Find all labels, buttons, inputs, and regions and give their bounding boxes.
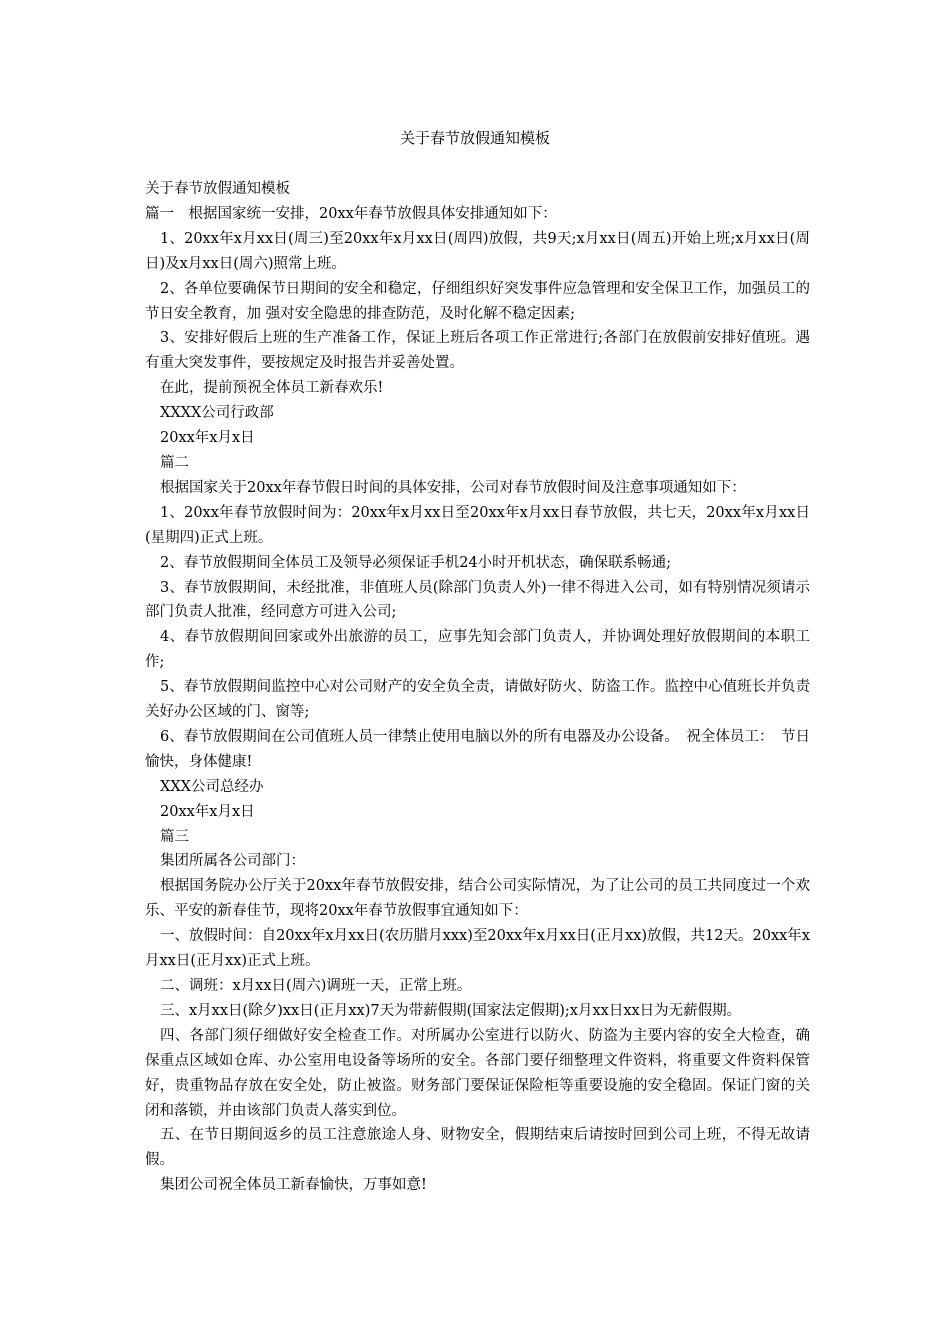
paragraph: 二、调班：x月xx日(周六)调班一天，正常上班。	[160, 978, 472, 994]
paragraph: 5、春节放假期间监控中心对公司财产的安全负全责，请做好防火、防盗工作。监控中心值班长并负责关好办公区域的门、窗等;	[145, 679, 810, 721]
paragraph: XXXX公司行政部	[160, 405, 274, 422]
paragraph: 1、20xx年春节放假时间为：20xx年x月xx日至20xx年x月xx日春节放假，共七天，20xx年x月xx日(星期四)正式上班。	[145, 504, 810, 546]
paragraph: 根据国务院办公厅关于20xx年春节放假安排，结合公司实际情况，为了让公司的员工共同度过一个欢乐、平安的新春佳节，现将20xx年春节放假事宜通知如下：	[145, 878, 810, 920]
paragraph: 关于春节放假通知模板	[145, 181, 290, 197]
paragraph: XXX公司总经办	[160, 778, 264, 795]
paragraph: 四、各部门须仔细做好安全检查工作。对所属办公室进行以防火、防盗为主要内容的安全大检查，确保重点区域如仓库、办公室用电设备等场所的安全。各部门要仔细整理文件资料，将重要文件资料保管好，贵重物品存放在安全处，防止被盗。财务部门要保证保险柜等重要设施的安全稳固。保证门窗的关闭和落锁，并由该部门负责人落实到位。	[145, 1027, 810, 1119]
paragraph: 篇三	[160, 828, 189, 845]
paragraph: 根据国家关于20xx年春节假日时间的具体安排，公司对春节放假时间及注意事项通知如下：	[160, 479, 746, 496]
paragraph: 2、各单位要确保节日期间的安全和稳定，仔细组织好突发事件应急管理和安全保卫工作，加强员工的节日安全教育，加 强对安全隐患的排查防范，及时化解不稳定因素;	[145, 280, 810, 322]
paragraph: 3、春节放假期间，未经批准，非值班人员(除部门负责人外)一律不得进入公司，如有特别情况须请示部门负责人批准，经同意方可进入公司;	[145, 579, 810, 621]
document-title: 关于春节放假通知模板	[399, 129, 550, 147]
paragraph: 篇一 根据国家统一安排，20xx年春节放假具体安排通知如下：	[145, 205, 557, 222]
paragraph: 3、安排好假后上班的生产准备工作，保证上班后各项工作正常进行;各部门在放假前安排好值班。遇有重大突发事件，要按规定及时报告并妥善处置。	[145, 330, 810, 372]
paragraph: 20xx年x月x日	[160, 430, 255, 447]
paragraph: 在此，提前预祝全体员工新春欢乐!	[160, 380, 384, 397]
document-body	[145, 177, 810, 1198]
paragraph: 1、20xx年x月xx日(周三)至20xx年x月xx日(周四)放假，共9天;x月xx日(周五)开始上班;x月xx日(周日)及x月xx日(周六)照常上班。	[145, 230, 810, 272]
paragraph: 集团所属各公司部门：	[160, 853, 305, 870]
paragraph: 三、x月xx日(除夕)xx日(正月xx)7天为带薪假期(国家法定假期);x月xx日xx日为无薪假期。	[160, 1002, 742, 1019]
paragraph: 20xx年x月x日	[160, 803, 255, 820]
paragraph: 4、春节放假期间回家或外出旅游的员工，应事先知会部门负责人，并协调处理好放假期间的本职工作;	[145, 629, 810, 671]
paragraph: 2、春节放假期间全体员工及领导必须保证手机24小时开机状态，确保联系畅通;	[160, 554, 672, 571]
paragraph: 一、放假时间：自20xx年x月xx日(农历腊月xxx)至20xx年x月xx日(正月xx)放假，共12天。20xx年x月xx日(正月xx)正式上班。	[145, 928, 810, 970]
paragraph: 篇二	[160, 454, 189, 471]
paragraph: 五、在节日期间返乡的员工注意旅途人身、财物安全，假期结束后请按时回到公司上班，不得无故请假。	[145, 1127, 810, 1169]
paragraph: 集团公司祝全体员工新春愉快，万事如意!	[160, 1177, 427, 1194]
paragraph: 6、春节放假期间在公司值班人员一律禁止使用电脑以外的所有电器及办公设备。 祝全体员工： 节日愉快，身体健康!	[145, 728, 810, 770]
